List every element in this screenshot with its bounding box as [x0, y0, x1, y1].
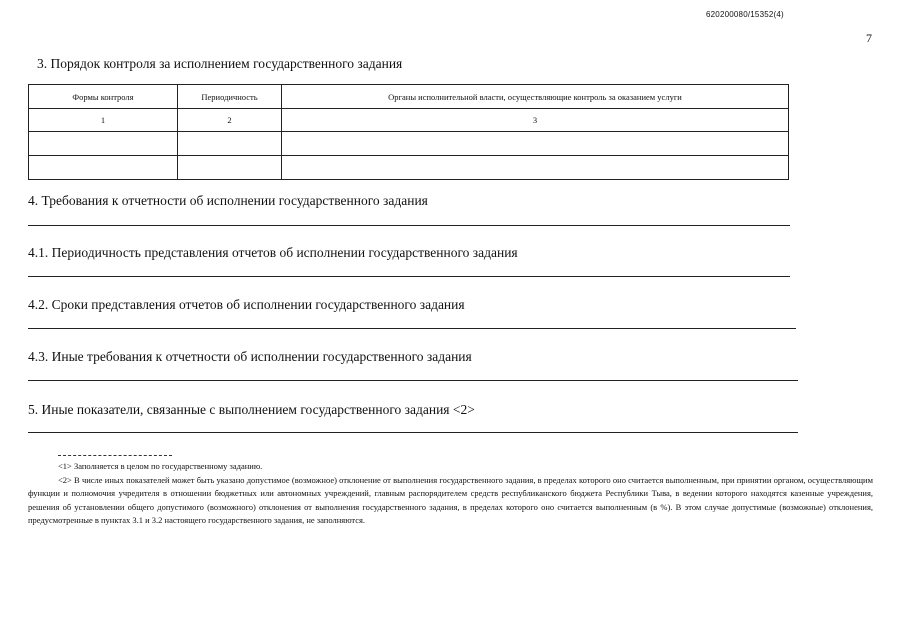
table-header-cell: Периодичность — [178, 85, 282, 109]
control-table — [28, 84, 789, 180]
table-row — [29, 156, 789, 180]
section-4-2-title: 4.2. Сроки представления отчетов об исполнении государственного задания — [28, 297, 465, 312]
table-number-cell: 2 — [178, 109, 282, 132]
section-4-title: 4. Требования к отчетности об исполнении государственного задания — [28, 193, 428, 208]
fill-line — [28, 432, 798, 433]
table-header-row — [29, 85, 789, 109]
footnote-2: <2> В числе иных показателей может быть указано допустимое (возможное) отклонение от выполнения государственного задания, в пределах которого оно считается выполненным, при принятии органом, осуществляющим функции и полномочия учредителя в отношении бюджетных или автономных учреждений, главным распорядителем средств республиканского бюджета Республики Тыва, в ведении которого находятся казенные учреждения, решения об установлении общего допустимого (возможного) отклонения от выполнения государственного задания, в пределах которого оно считается выполненным (в %). В этом случае допустимые (возможные) отклонения, предусмотренные в пунктах 3.1 и 3.2 настоящего государственного задания, не заполняются. — [28, 475, 873, 526]
table-header-cell: Формы контроля — [29, 85, 178, 109]
table-cell — [178, 156, 282, 180]
table-number-row — [29, 109, 789, 132]
page-number: 7 — [866, 31, 872, 45]
footnote-separator — [58, 455, 172, 456]
table-number-cell: 1 — [29, 109, 178, 132]
fill-line — [28, 276, 790, 277]
fill-line — [28, 380, 798, 381]
footnote-1: <1> Заполняется в целом по государственному заданию. — [58, 461, 263, 471]
section-4-3-title: 4.3. Иные требования к отчетности об исполнении государственного задания — [28, 349, 472, 364]
table-cell — [29, 156, 178, 180]
table-row — [29, 132, 789, 156]
table-number-cell: 3 — [282, 109, 789, 132]
table-cell — [178, 132, 282, 156]
section-3-title: 3. Порядок контроля за исполнением государственного задания — [37, 56, 403, 71]
fill-line — [28, 225, 790, 226]
section-5-title: 5. Иные показатели, связанные с выполнением государственного задания <2> — [28, 402, 475, 417]
section-4-1-title: 4.1. Периодичность представления отчетов об исполнении государственного задания — [28, 245, 518, 260]
table-header-cell: Органы исполнительной власти, осуществляющие контроль за оказанием услуги — [282, 85, 789, 109]
document-id: 620200080/15352(4) — [706, 10, 784, 19]
table-cell — [282, 132, 789, 156]
table-cell — [282, 156, 789, 180]
fill-line — [28, 328, 796, 329]
table-cell — [29, 132, 178, 156]
